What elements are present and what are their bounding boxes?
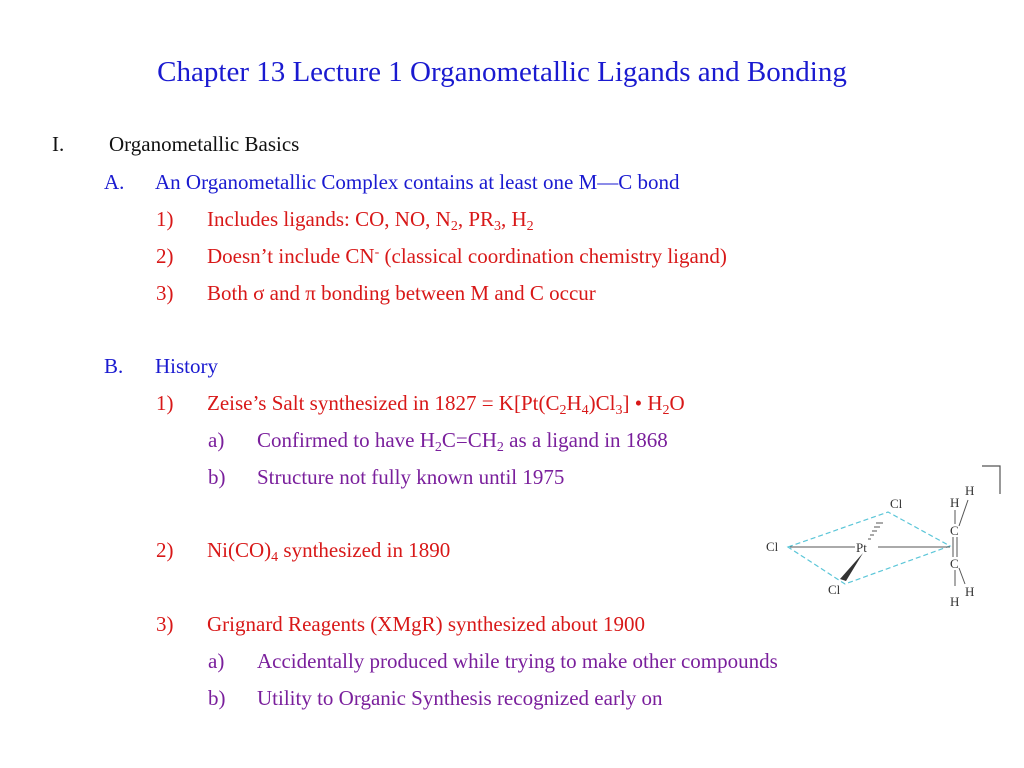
- outline-text: Structure not fully known until 1975: [257, 465, 565, 489]
- outline-marker: b): [208, 686, 226, 710]
- atom-c-top: C: [950, 523, 959, 538]
- outline-marker: A.: [104, 170, 125, 194]
- outline-text: Confirmed to have $H_2C=CH_2$ as a ligand in 1868: [257, 428, 668, 455]
- outline-text: Accidentally produced while trying to make other compounds: [257, 649, 778, 673]
- atom-h: H: [950, 495, 960, 510]
- slide-title: Chapter 13 Lecture 1 Organometallic Ligands and Bonding: [157, 56, 847, 88]
- outline-text: Both σ and π bonding between M and C occur: [207, 281, 596, 305]
- atom-c-bottom: C: [950, 556, 959, 571]
- bracket-mark: [982, 466, 1000, 494]
- outline-marker: 1): [156, 391, 174, 415]
- outline-marker: 3): [156, 612, 174, 636]
- outline-marker: B.: [104, 354, 124, 378]
- outline-text: Zeise’s Salt synthesized in $1827 = K[Pt(C_2H_4)Cl_3]$ • $H_2O$: [207, 391, 685, 418]
- atom-pt: Pt: [856, 540, 867, 555]
- atom-cl-bottom: Cl: [828, 582, 841, 597]
- outline-marker: 2): [156, 244, 174, 268]
- wedge-bond: [840, 553, 863, 581]
- hashed-bond: [868, 523, 883, 539]
- outline-marker: I.: [52, 132, 65, 156]
- atom-h: H: [965, 483, 975, 498]
- atom-h: H: [965, 584, 975, 599]
- outline-text: Doesn’t include CN- (classical coordination chemistry ligand): [207, 244, 727, 268]
- bond-c-h: [959, 500, 968, 526]
- bond-c-h: [959, 568, 965, 584]
- outline-marker: b): [208, 465, 226, 489]
- atom-cl-left: Cl: [766, 539, 779, 554]
- sigma-symbol: σ: [253, 281, 265, 305]
- atom-cl-top: Cl: [890, 496, 903, 511]
- outline-text: An Organometallic Complex contains at least one M—C bond: [155, 170, 680, 194]
- outline-marker: a): [208, 428, 225, 452]
- outline-marker: 3): [156, 281, 174, 305]
- outline-text: Organometallic Basics: [109, 132, 300, 156]
- outline-text: $Ni(CO)_4$ synthesized in 1890: [207, 538, 451, 565]
- outline-marker: 1): [156, 207, 174, 231]
- outline-text: Utility to Organic Synthesis recognized early on: [257, 686, 663, 710]
- outline-marker: a): [208, 649, 225, 673]
- pi-symbol: π: [305, 281, 316, 305]
- outline-text: Includes ligands: CO, NO, $N_2$, $PR_3$, $H_2$: [207, 207, 534, 234]
- dashed-plane: [788, 512, 950, 584]
- outline-text: History: [155, 354, 218, 378]
- atom-h: H: [950, 594, 960, 609]
- outline-text: Grignard Reagents (XMgR) synthesized about 1900: [207, 612, 645, 636]
- outline-marker: 2): [156, 538, 174, 562]
- zeise-salt-structure-diagram: [760, 460, 1020, 610]
